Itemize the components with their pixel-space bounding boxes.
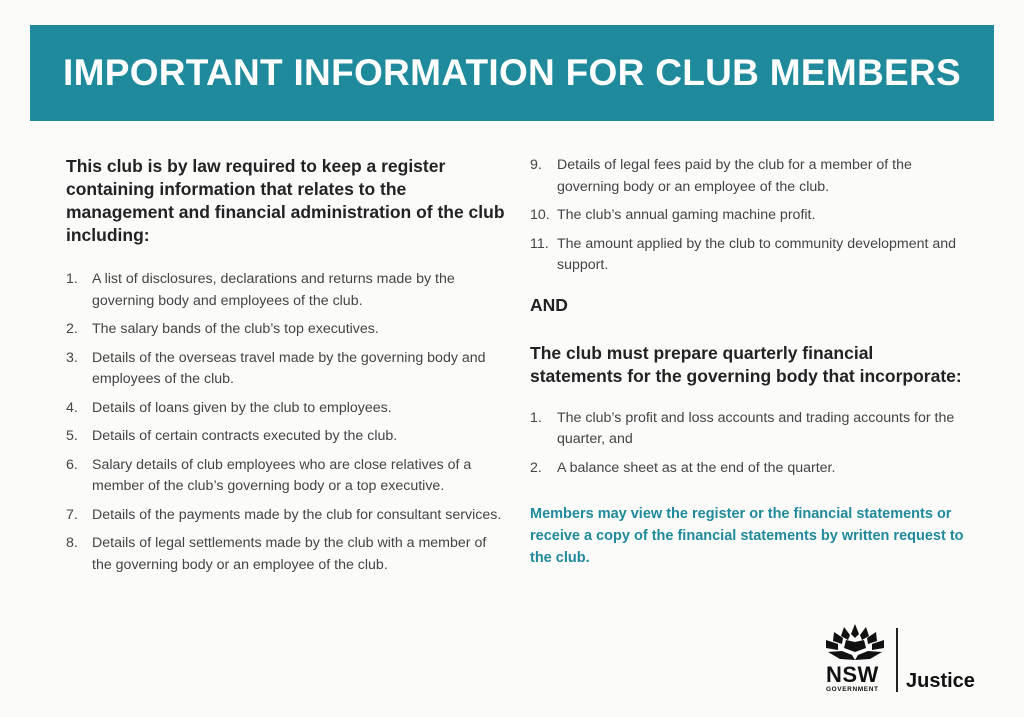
list-item bbox=[530, 234, 970, 277]
register-list bbox=[66, 269, 506, 576]
list-item bbox=[530, 155, 970, 198]
item-text: The amount applied by the club to community development and support. bbox=[557, 235, 957, 273]
and-heading: AND bbox=[530, 294, 568, 315]
item-number: 3. bbox=[66, 349, 78, 366]
page-title: IMPORTANT INFORMATION FOR CLUB MEMBERS bbox=[63, 52, 961, 93]
item-number: 9. bbox=[530, 157, 542, 173]
item-text: A balance sheet as at the end of the quarter. bbox=[557, 459, 836, 476]
item-number: 4. bbox=[66, 399, 78, 416]
title-banner bbox=[30, 25, 994, 121]
list-item bbox=[66, 269, 506, 312]
item-text: Details of legal fees paid by the club for a member of the governing body or an employee of the club. bbox=[557, 157, 912, 195]
item-number: 1. bbox=[530, 409, 542, 426]
item-text: Salary details of club employees who are close relatives of a member of the club’s governing body or a top executive. bbox=[92, 456, 472, 494]
item-number: 2. bbox=[530, 459, 542, 476]
register-intro: This club is by law required to keep a register containing information that relates to the management and financial administration of the club including: bbox=[66, 156, 505, 245]
item-number: 7. bbox=[66, 506, 78, 523]
logo-divider bbox=[896, 628, 898, 692]
quarterly-list bbox=[530, 408, 970, 480]
item-text: Details of legal settlements made by the club with a member of the governing body or an employee of the club. bbox=[92, 535, 487, 573]
members-note: Members may view the register or the financial statements or receive a copy of the financial statements by written request to the club. bbox=[530, 506, 964, 566]
list-item bbox=[530, 458, 970, 480]
logo-justice: Justice bbox=[906, 670, 975, 692]
item-text: Details of the payments made by the club for consultant services. bbox=[92, 506, 502, 523]
list-item bbox=[66, 348, 506, 391]
list-item bbox=[66, 426, 506, 448]
item-text: The salary bands of the club’s top executives. bbox=[92, 321, 379, 337]
item-number: 8. bbox=[66, 535, 78, 551]
item-text: A list of disclosures, declarations and returns made by the governing body and employees of the club. bbox=[92, 271, 455, 309]
waratah-icon bbox=[822, 622, 888, 662]
list-item bbox=[66, 505, 506, 527]
list-item bbox=[66, 398, 506, 420]
item-number: 2. bbox=[66, 321, 78, 337]
item-number: 11. bbox=[530, 235, 549, 252]
list-item bbox=[66, 533, 506, 576]
item-number: 5. bbox=[66, 428, 78, 444]
item-number: 1. bbox=[66, 271, 78, 287]
item-text: The club’s annual gaming machine profit. bbox=[557, 207, 816, 223]
left-column bbox=[66, 155, 506, 583]
logo-government: GOVERNMENT bbox=[826, 686, 879, 693]
right-column bbox=[530, 155, 970, 584]
item-text: Details of certain contracts executed by the club. bbox=[92, 428, 398, 444]
nsw-justice-logo bbox=[822, 622, 992, 697]
list-item bbox=[530, 205, 970, 227]
logo-nsw: NSW bbox=[826, 662, 879, 687]
list-item bbox=[66, 319, 506, 341]
list-item bbox=[66, 455, 506, 498]
register-list-continued bbox=[530, 155, 970, 277]
item-number: 6. bbox=[66, 456, 78, 473]
item-text: Details of the overseas travel made by the governing body and employees of the club. bbox=[92, 349, 486, 387]
list-item bbox=[530, 408, 970, 451]
item-text: Details of loans given by the club to employees. bbox=[92, 399, 392, 416]
quarterly-intro: The club must prepare quarterly financial statements for the governing body that incorporate: bbox=[530, 342, 962, 386]
item-number: 10. bbox=[530, 207, 550, 223]
item-text: The club’s profit and loss accounts and trading accounts for the quarter, and bbox=[557, 409, 955, 447]
